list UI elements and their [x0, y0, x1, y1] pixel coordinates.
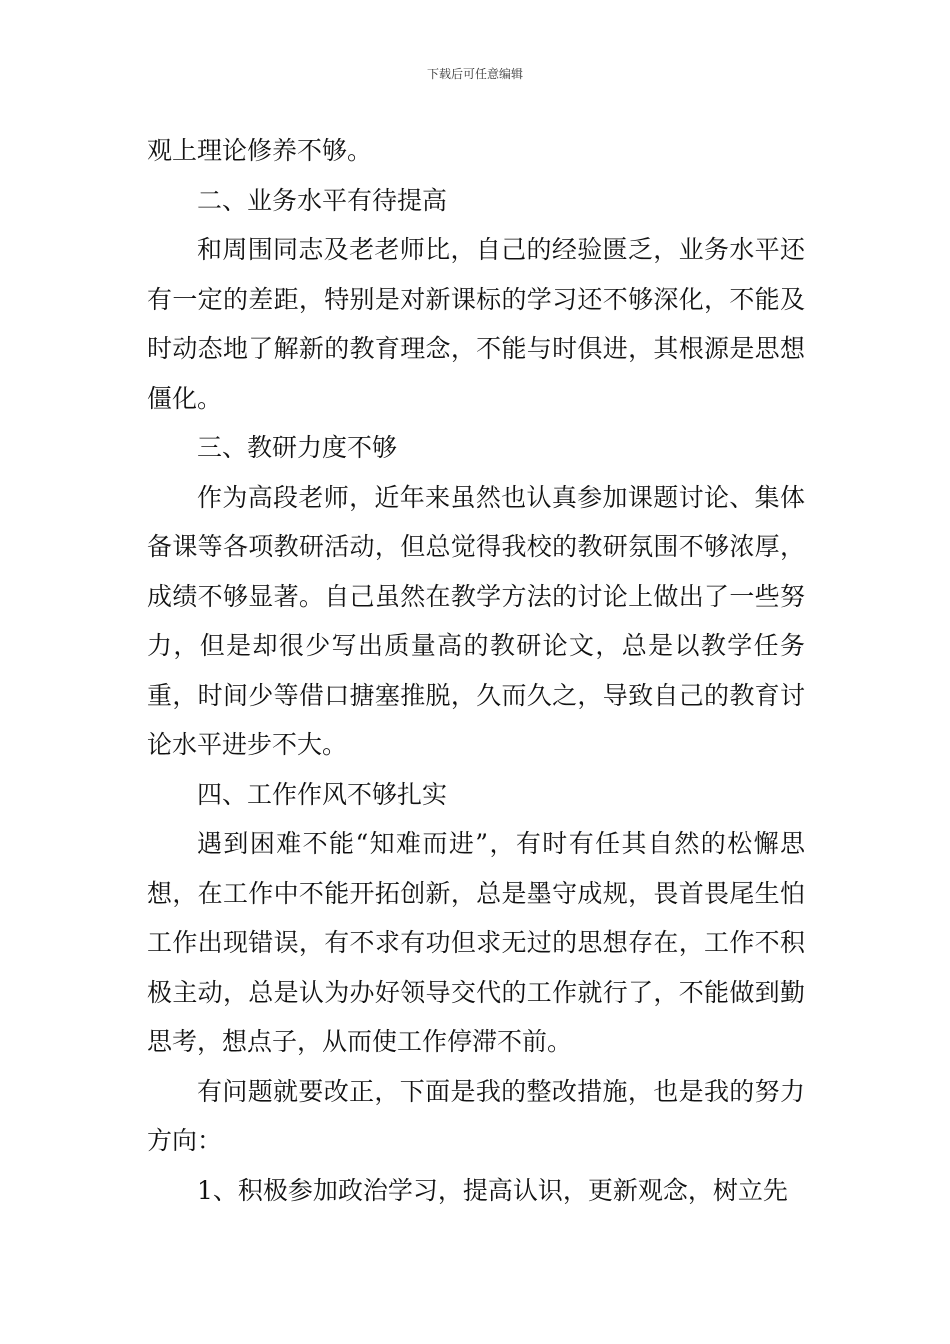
section-heading-2: 二、业务水平有待提高 [197, 185, 448, 215]
section-heading-3: 三、教研力度不够 [197, 433, 398, 462]
paragraph: 遇到困难不能“知难而进”，有时有任其自然的松懈思想，在工作中不能开拓创新，总是墨守成规，畏首畏尾生怕工作出现错误，有不求有功但求无过的思想存在，工作不积极主动，总是认为办好领导交代的工作就行了，不能做到勤思考，想点子，从而使工作停滞不前。 [147, 829, 805, 1056]
section-heading-4: 四、工作作风不够扎实 [197, 779, 448, 809]
list-item-1: 1、积极参加政治学习，提高认识，更新观念，树立先 [197, 1175, 788, 1205]
paragraph-continuation: 观上理论修养不够。 [147, 136, 373, 165]
document-body [147, 126, 805, 1215]
page-header: 下载后可任意编辑 [426, 67, 523, 81]
paragraph: 作为高段老师，近年来虽然也认真参加课题讨论、集体备课等各项教研活动，但总觉得我校的教研氛围不够浓厚，成绩不够显著。自己虽然在教学方法的讨论上做出了一些努力，但是却很少写出质量高的教研论文，总是以教学任务重，时间少等借口搪塞推脱，久而久之，导致自己的教育讨论水平进步不大。 [147, 482, 805, 759]
paragraph: 有问题就要改正，下面是我的整改措施，也是我的努力方向： [147, 1076, 805, 1155]
paragraph: 和周围同志及老老师比，自己的经验匮乏，业务水平还有一定的差距，特别是对新课标的学习还不够深化，不能及时动态地了解新的教育理念，不能与时俱进，其根源是思想僵化。 [147, 235, 805, 413]
